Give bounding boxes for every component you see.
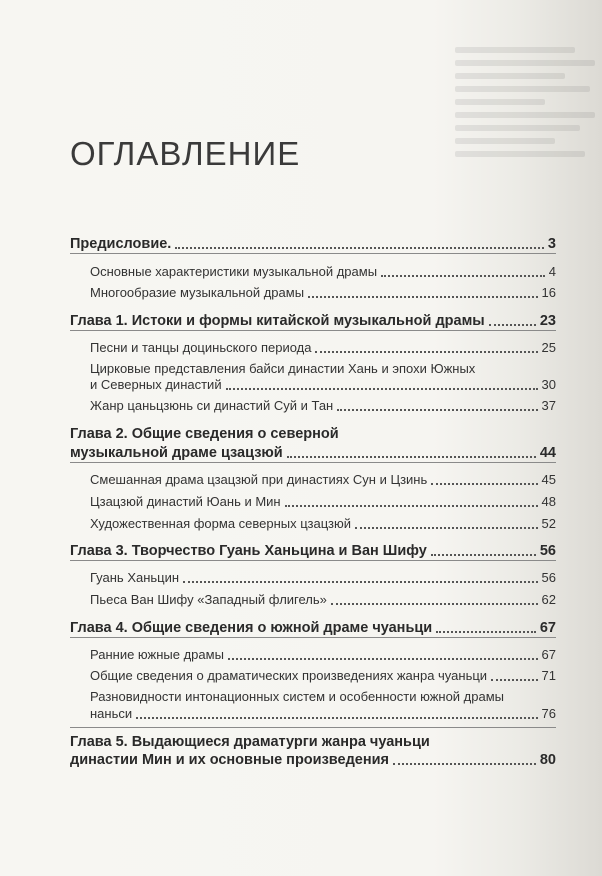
toc-entry-page: 25 <box>541 340 556 355</box>
toc-entry-page: 16 <box>541 285 556 300</box>
toc-entry-page: 67 <box>541 647 556 662</box>
toc-subentry[interactable] <box>90 338 556 358</box>
toc-entry-chapter-4[interactable] <box>70 618 556 638</box>
toc-entry-title: Глава 4. Общие сведения о южной драме чуаньци <box>70 620 433 636</box>
toc-entry-page: 71 <box>541 668 556 683</box>
leader-dots <box>337 409 537 411</box>
toc-entry-title: Гуань Ханьцин <box>90 570 180 585</box>
toc-subentry[interactable] <box>90 704 556 724</box>
toc-entry-title: Основные характеристики музыкальной драмы <box>90 264 378 279</box>
toc-subentry[interactable] <box>90 283 556 303</box>
toc-entry-page: 37 <box>541 398 556 413</box>
toc-entry-preface[interactable] <box>70 234 556 254</box>
toc-entry-page: 67 <box>539 620 556 636</box>
leader-dots <box>228 658 538 660</box>
toc-entry-page: 62 <box>541 592 556 607</box>
leader-dots <box>183 581 537 583</box>
toc-entry-chapter-2[interactable] <box>70 443 556 463</box>
leader-dots <box>491 679 537 681</box>
toc-entry-title: Цзацзюй династий Юань и Мин <box>90 494 281 509</box>
toc-subentry[interactable] <box>90 645 556 665</box>
toc-chapter-5-line1[interactable]: Глава 5. Выдающиеся драматурги жанра чуаньци <box>70 734 430 750</box>
leader-dots <box>285 505 538 507</box>
separator-line <box>70 330 556 331</box>
separator-line <box>70 560 556 561</box>
toc-entry-page: 3 <box>547 236 556 252</box>
toc-subentry-line1[interactable]: Цирковые представления байси династии Хань и эпохи Южных <box>90 361 476 376</box>
leader-dots <box>355 527 538 529</box>
leader-dots <box>175 247 544 249</box>
toc-entry-title-line2: музыкальной драме цзацзюй <box>70 445 283 461</box>
toc-subentry[interactable] <box>90 396 556 416</box>
separator-line <box>70 253 556 254</box>
page-title: ОГЛАВЛЕНИЕ <box>70 135 301 173</box>
toc-chapter-2-line1[interactable]: Глава 2. Общие сведения о северной <box>70 426 339 442</box>
toc-subentry[interactable] <box>90 514 556 534</box>
toc-entry-title: Песни и танцы доциньского периода <box>90 340 312 355</box>
bleed-through-text <box>455 40 602 240</box>
toc-entry-page: 76 <box>541 706 556 721</box>
separator-line <box>70 462 556 463</box>
leader-dots <box>226 388 538 390</box>
toc-entry-title: Ранние южные драмы <box>90 647 224 662</box>
toc-subentry-line1[interactable]: Разновидности интонационных систем и особенности южной драмы <box>90 689 505 704</box>
toc-subentry[interactable] <box>90 590 556 610</box>
separator-line <box>70 637 556 638</box>
toc-entry-title: Многообразие музыкальной драмы <box>90 285 305 300</box>
toc-entry-chapter-3[interactable] <box>70 541 556 561</box>
toc-entry-title: Общие сведения о драматических произведениях жанра чуаньци <box>90 668 488 683</box>
toc-subentry[interactable] <box>90 470 556 490</box>
toc-entry-page: 48 <box>541 494 556 509</box>
leader-dots <box>431 554 536 556</box>
leader-dots <box>315 351 537 353</box>
leader-dots <box>431 483 537 485</box>
toc-entry-page: 80 <box>539 752 556 768</box>
toc-entry-title: Глава 3. Творчество Гуань Ханьцина и Ван Шифу <box>70 543 427 559</box>
toc-entry-page: 23 <box>539 313 556 329</box>
toc-entry-title: Смешанная драма цзацзюй при династиях Сун и Цзинь <box>90 472 428 487</box>
leader-dots <box>308 296 537 298</box>
toc-subentry[interactable] <box>90 666 556 686</box>
toc-subentry[interactable] <box>90 262 556 282</box>
leader-dots <box>287 456 536 458</box>
toc-entry-title: Пьеса Ван Шифу «Западный флигель» <box>90 592 327 607</box>
separator-line <box>70 727 556 728</box>
toc-entry-chapter-1[interactable] <box>70 311 556 331</box>
toc-entry-title: Художественная форма северных цзацзюй <box>90 516 352 531</box>
toc-entry-page: 56 <box>541 570 556 585</box>
leader-dots <box>489 324 536 326</box>
toc-subentry[interactable] <box>90 568 556 588</box>
toc-entry-title: Жанр цаньцзюнь си династий Суй и Тан <box>90 398 334 413</box>
toc-entry-page: 30 <box>541 377 556 392</box>
leader-dots <box>381 275 545 277</box>
toc-subentry[interactable] <box>90 492 556 512</box>
toc-subentry[interactable] <box>90 375 556 395</box>
toc-entry-page: 4 <box>548 264 556 279</box>
leader-dots <box>393 763 536 765</box>
toc-entry-title-line2: наньси <box>90 706 133 721</box>
leader-dots <box>136 717 537 719</box>
toc-entry-title-line2: и Северных династий <box>90 377 222 392</box>
toc-entry-page: 45 <box>541 472 556 487</box>
leader-dots <box>331 603 538 605</box>
toc-entry-chapter-5[interactable] <box>70 750 556 770</box>
toc-entry-title: Глава 1. Истоки и формы китайской музыкальной драмы <box>70 313 485 329</box>
toc-entry-title-line2: династии Мин и их основные произведения <box>70 752 389 768</box>
toc-entry-page: 44 <box>539 445 556 461</box>
toc-entry-page: 52 <box>541 516 556 531</box>
toc-entry-title: Предисловие. <box>70 236 172 252</box>
toc-entry-page: 56 <box>539 543 556 559</box>
leader-dots <box>436 631 536 633</box>
